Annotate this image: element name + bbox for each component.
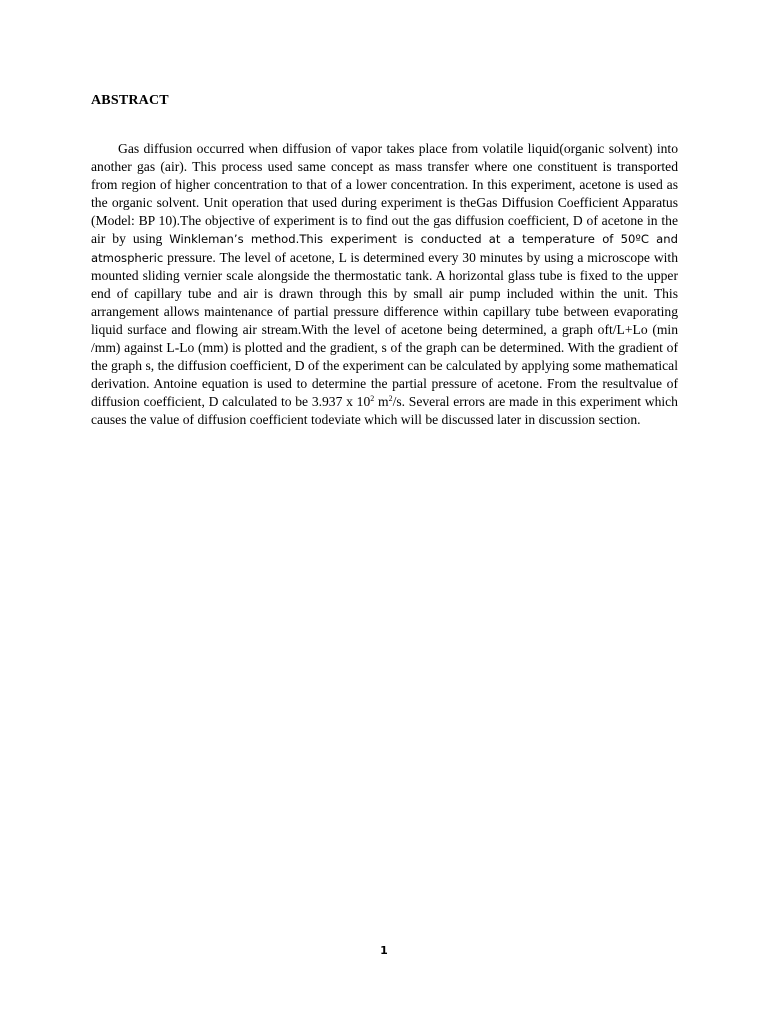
abstract-text-part-5: /s. Several errors are made in this experiment which causes the value of diffusion coefficient todeviate which will be discussed later in discussion section. xyxy=(91,394,678,428)
abstract-text-part-1: Gas diffusion occurred when diffusion of vapor takes place from volatile liquid(organic solvent) into another gas (air). This process used same concept as mass transfer where one constituent is transported from region of higher concentration to that of a lower concentration. In this experiment, acetone is used as the organic solvent. Unit operation that used during experiment is theGas Diffusion Coefficient Apparatus (Model: BP 10).The objective of experiment is to find out the gas diffusion coefficient, D of acetone in the air by using xyxy=(91,141,678,247)
exponent-square-meter: 2 xyxy=(388,394,393,404)
abstract-paragraph xyxy=(91,140,678,430)
abstract-text-part-2: Winkleman’s method.This experiment is conducted at a temperature of 50ºC and atmospheric xyxy=(91,232,678,265)
abstract-text-part-4: m xyxy=(374,394,389,410)
abstract-text-part-3: pressure. The level of acetone, L is determined every 30 minutes by using a microscope with mounted sliding vernier scale alongside the thermostatic tank. A horizontal glass tube is fixed to the upper end of capillary tube and air is drawn through this by small air pump included within the unit. This arrangement allows maintenance of partial pressure difference within capillary tube between evaporating liquid surface and flowing air stream.With the level of acetone being determined, a graph oft/L+Lo (min /mm) against L-Lo (mm) is plotted and the gradient, s of the graph can be determined. With the gradient of the graph s, the diffusion coefficient, D of the experiment can be calculated by applying some mathematical derivation. Antoine equation is used to determine the partial pressure of acetone. From the resultvalue of diffusion coefficient, D calculated to be 3.937 x 10 xyxy=(91,249,678,410)
abstract-heading: ABSTRACT xyxy=(91,93,169,108)
page-number: 1 xyxy=(380,944,388,957)
exponent-power-of-ten: 2 xyxy=(370,394,375,404)
